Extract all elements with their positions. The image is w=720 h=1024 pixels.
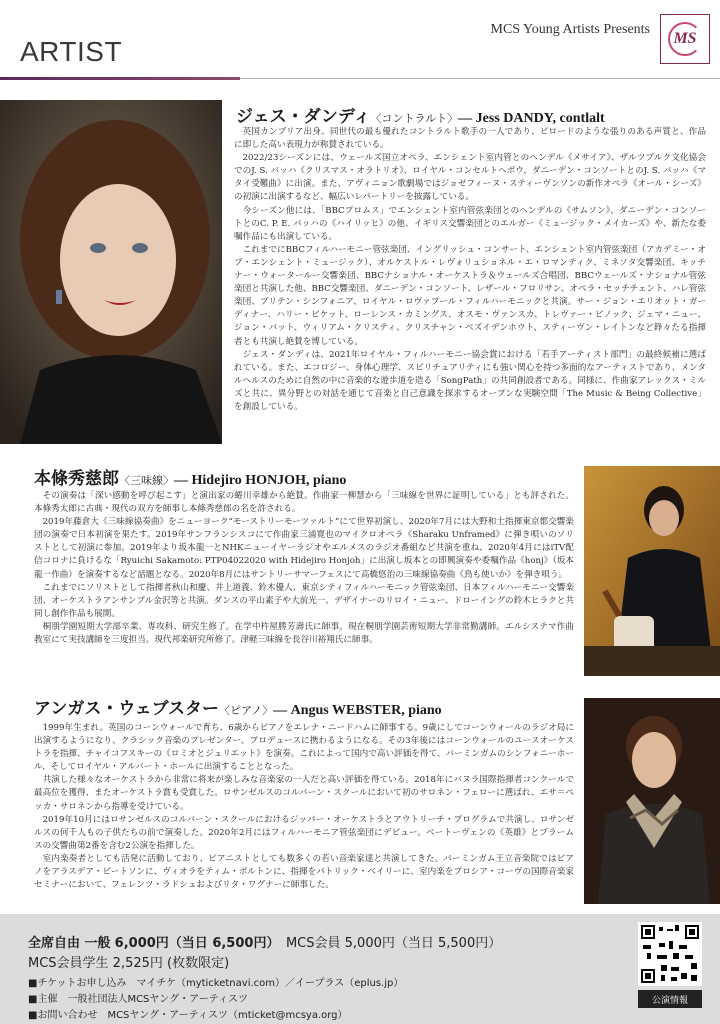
inquiry-contact: ■お問い合わせ MCSヤング・アーティスツ（mticket@mcsya.org）: [28, 1010, 348, 1021]
ticket-contact: ■チケットお申し込み マイチケ（myticketnavi.com）／イープラス（eplus.jp）: [28, 978, 404, 989]
organizer: ■主催 一般社団法人MCSヤング・アーティスツ: [28, 994, 249, 1005]
presenter-text: MCS Young Artists Presents: [490, 22, 650, 37]
title-divider: [240, 78, 720, 79]
artist-name-jess-dandy: ジェス・ダンディ〈コントラルト〉— Jess DANDY, contlalt: [236, 107, 605, 127]
artist-name-angus-webster: アンガス・ウェブスター〈ピアノ〉— Angus WEBSTER, piano: [34, 699, 442, 719]
title-underline: [0, 77, 240, 80]
angus-webster-photo: [584, 698, 720, 904]
jess-dandy-photo: [0, 100, 222, 444]
bio-angus-webster: 1999年生まれ。英国のコーンウォールで育ち、6歳からピアノをエレナ・ニードハムに師事する。9歳にしてコーンウォールのラジオ局に出演するようになり、クラシック音楽のプレゼンター、プロデュースに携わるようになる。その3年後にはコーンウォールのユースオーケストラを指揮、チャイコフスキーの《ロミオとジュリエット》を演奏。これによって国内で高い評価を得て、バーミンガムのシンフォニーホール、そしてロイヤル・アルバート・ホールに出演することとなった。 共演した様々なオーケストラから非常に将来が楽しみな音楽家の一人だと高い評価を得ている。2018年にバヌラ国際指揮者コンクールで最高位を獲得、またオーケストラ賞も受賞した。ロサンゼルスのコルバーン・スクールにおいて初のサロネン・フェローに選ばれ、エサ＝ペッカ・サロネンから指導を受けている。 2019年10月にはロサンゼルスのコルバーン・スクールにおけるジッパー・オーケストラとアウトリーチ・プログラムで共演し、ロサンゼルスの何千人もの子供たちの前で演奏した。2020年2月にはフィルハーモニア管弦楽団にデビュー。ベートーヴェンの《英雄》とブラームスの交響曲第2番を含む2公演を指揮した。 室内楽奏者としても活発に活動しており、ピアニストとしても数多くの若い音楽家達と共演してきた。バーミンガム王立音楽院ではピアノをアラスデア・ビートソンに、ヴィオラをティム・ボルトンに、指揮をパトリック・ベイリーに、室内楽をプロシア・コーヴの国際音楽家セミナーにおいて、フェレンツ・ラドシュおよびリタ・ワグナーに師事した。: [34, 723, 574, 891]
artist-name-hidejiro-honjoh: 本條秀慈郎〈三味線〉— Hidejiro HONJOH, piano: [34, 469, 347, 489]
price-general: 全席自由 一般 6,000円（当日 6,500円） MCS会員 5,000円（当日 5,500円）: [28, 936, 502, 951]
bio-hidejiro-honjoh: その演奏は「深い感動を呼び起こす」と演出家の蜷川幸雄から絶賛。作曲家一柳慧から「三味線を世界に証明している」とも評された。本條秀太郎に古典・現代の双方を師事し本條秀慈郎の名を許される。 2019年藤倉大《三味線協奏曲》をニューヨーク“モーストリーモーツァルト”にて世界初演し、2020年7月には大野和士指揮東京都交響楽団の演奏で日本初演を果たす。2019年サンフランシスコにて作曲家三浦寛也のマイクロオペラ《Sharaku Unframed》に弾き唄いのソリストとして初演に参加。2019年より坂本龍一とNHKニューイヤーラジオやエルメスのラジオ番組など共演を重ね、2020年4月にはiTV配信コロナに負けるな「Ryuichi Sakamoto: PTP04022020 with Hidejiro Honjoh」に出演し坂本との即興演奏や委嘱作品《honj》（坂本龍一作曲）を演奏するなど話題となる。2020年8月にはサントリーサマーフェスにて高橋悠治の三味線協奏曲《鳥も使いか》を弾き唄う。 これまでにソリストとして指揮者秋山和慶、井上道義、鈴木優人、東京シティフィルハーモニック管弦楽団、日本フィルハーモニー交響楽団、オーケストラアンサンブル金沢等と共演。ダンスの平山素子や大前光一、デザイナーのリロイ・ニュー、ドローイングの鈴木ヒラクと共同し創作作品も展開。 桐朋学園短期大学部卒業、専攻科、研究生修了。在学中杵屋勝芳壽氏に師事。現在桐朋学園芸術短期大学非常勤講師。エルシステマ作曲教室にて実技講師を三度担当。現代邦楽研究所修了。津軽三味線を長谷川裕翔氏に師事。: [34, 491, 574, 646]
qr-code-icon[interactable]: [638, 922, 702, 986]
page-header: [0, 0, 720, 86]
mcs-logo-icon: [660, 14, 710, 64]
bio-jess-dandy: 英国カンブリア出身。同世代の最も優れたコントラルト歌手の一人であり、ビロードのような張りのある声質と、作品に即した高い表現力が称賛されている。 2022/23シーズンには、ウェールズ国立オペラ、エンシェント室内管とのヘンデル《メサイア》、ザルツブルク文化協会でのJ. S. バッハ《クリスマス・オラトリオ》、ロイヤル・コンセルトヘボウ、ダニーデン・コンソートとのJ. S. バッハ《マタイ受難曲》に出演。また、アヴィニョン歌劇場ではジョゼフィーヌ・スティーヴンソンの新作オペラ《オール・シーズ》の初演に出演するなど、幅広いレパートリーを披露している。 今シーズン他には、「BBCプロムス」でエンシェント室内管弦楽団とのヘンデルの《サムソン》、ダニーデン・コンソートとのC. P. E. バッハの《ハイリッヒ》の他、イギリス交響楽団とのエルガー《ミュージック・メイカーズ》や、新たな委嘱作品にも出演している。 これまでにBBCフィルハーモニー管弦楽団、イングリッシュ・コンサート、エンシェント室内管弦楽団（アカデミー・オブ・エンシェント・ミュージック）、オルケストル・レヴォリュショネル・エ・ロマンティク、ミネソタ交響楽団、キッチナー・ウォータールー交響楽団、BBCナショナル・オーケストラ＆ウェールズ合唱団、BBCウェールズ・ナショナル管弦楽団と共演した他、BBC交響楽団、ダニーデン・コンソート、レザール・フロリサン、オペラ・セッチチェント、ハレ管弦楽団、ブリテン・シンフォニア、ロイヤル・ロヴァプール・フィルハーモニックと共演。サー・ジョン・エリオット・ガーディナー、ハリー・ビケット、ローレンス・カミングス、オスモ・ヴァンスカ、トレヴァー・ピノック、ジェマ・ニュー、ジョン・バット、ウィリアム・クリスティ、クリスチャン・ベズイデンホウト、スティーヴン・レイトンなど錚々たる指揮者とも共演し絶賛を博している。 ジェス・ダンディは、2021年ロイヤル・フィルハーモニー協会賞における「若手アーティスト部門」の最終候補に選ばれている。また、エコロジー、身体心理学、スピリチュアリティにも強い関心を持つ多面的なアーティストであり、メンタルヘルスのために自然の中に音楽的な遊歩道を造る「SongPath」の共同創設者である。同様に、作曲家アレックス・ミルズと共に、異分野との対話を通じて音楽と自己意識を探求するオープンな実験空間「The Music & Being Collective」を創設している。: [234, 127, 706, 412]
price-student: MCS会員学生 2,525円 (枚数限定): [28, 956, 230, 971]
qr-code-label: 公演情報: [638, 990, 702, 1008]
hidejiro-honjoh-photo: [584, 466, 720, 676]
logo-text: MS: [673, 30, 697, 47]
page-title: ARTIST: [20, 36, 123, 67]
